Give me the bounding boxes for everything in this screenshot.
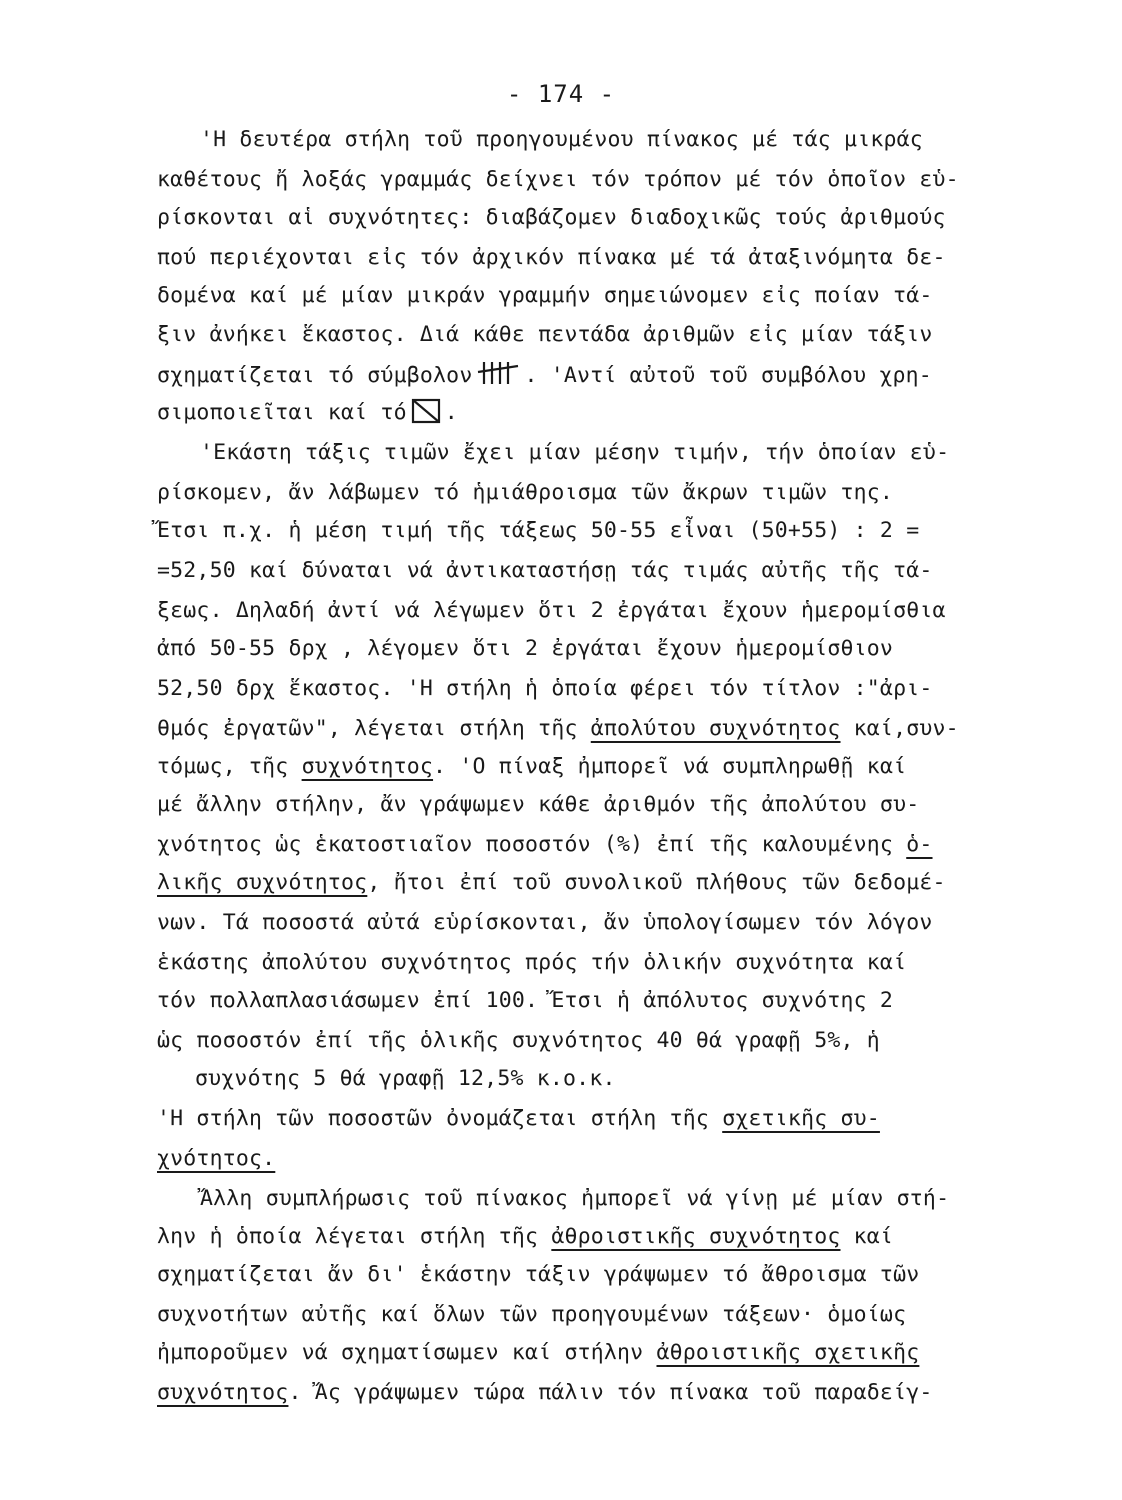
text-line: συχνοτήτων αὐτῆς καί ὅλων τῶν προηγουμένων τάξεων· ὁμοίως (157, 1302, 907, 1327)
text-segment: . 'Ο πίναξ ἠμπορεῖ νά συμπληρωθῇ καί (433, 754, 907, 779)
text-line: τόν πολλαπλασιάσωμεν ἐπί 100. Ἔτσι ἡ ἀπόλυτος συχνότης 2 (157, 988, 894, 1013)
text-line: 'Εκάστη τάξις τιμῶν ἔχει μίαν μέσην τιμήν, τήν ὁποίαν εὑ- (200, 440, 950, 465)
text-line (157, 868, 946, 898)
text-line: σχηματίζεται ἄν δι' ἑκάστην τάξιν γράψωμεν τό ἄθροισμα τῶν (157, 1262, 920, 1287)
text-line: καθέτους ἤ λοξάς γραμμάς δείχνει τόν τρόπον μέ τόν ὁποῖον εὑ- (157, 167, 959, 192)
underlined-term: χνότητος. (157, 1146, 276, 1171)
tally-five-icon (476, 360, 520, 384)
text-line (157, 1144, 275, 1174)
text-line (157, 398, 458, 428)
text-segment: τόμως, τῆς (157, 754, 302, 779)
text-line: 52,50 δρχ ἕκαστος. 'Η στήλη ἡ ὁποία φέρει τόν τίτλον :"ἀρι- (157, 676, 933, 701)
text-line: ἑκάστης ἀπολύτου συχνότητος πρός τήν ὁλικήν συχνότητα καί (157, 950, 907, 975)
text-segment: σιμοποιεῖται καί τό (157, 400, 407, 425)
text-segment: . (444, 400, 458, 425)
underlined-term: συχνότητος (301, 754, 434, 779)
text-line (157, 360, 932, 391)
underlined-term: λικῆς συχνότητος (157, 870, 368, 895)
text-line: μέ ἄλλην στήλην, ἄν γράψωμεν κάθε ἀριθμόν τῆς ἀπολύτου συ- (157, 792, 920, 817)
text-line (157, 1104, 880, 1134)
text-segment: σχηματίζεται τό σύμβολον (157, 363, 473, 388)
text-line: ἀπό 50-55 δρχ , λέγομεν ὅτι 2 ἐργάται ἔχουν ἡμερομίσθιον (157, 636, 894, 661)
text-segment: ἠμποροῦμεν νά σχηματίσωμεν καί στήλην (157, 1340, 657, 1365)
text-line: ξεως. Δηλαδή ἀντί νά λέγωμεν ὅτι 2 ἐργάται ἔχουν ἡμερομίσθια (157, 598, 946, 623)
text-segment: λην ἡ ὁποία λέγεται στήλη τῆς (157, 1224, 552, 1249)
text-segment: χνότητος ὡς ἑκατοστιαῖον ποσοστόν (%) ἐπί τῆς καλουμένης (157, 832, 907, 857)
text-line (157, 1338, 919, 1368)
underlined-term: ἀθροιστικῆς σχετικῆς (656, 1340, 920, 1365)
underlined-term: συχνότητος (157, 1380, 289, 1405)
text-line: Ἄλλη συμπλήρωσις τοῦ πίνακος ἠμπορεῖ νά γίνῃ μέ μίαν στή- (200, 1186, 950, 1211)
text-line (157, 830, 933, 860)
text-segment: . Ἄς γράψωμεν τώρα πάλιν τόν πίνακα τοῦ παραδείγ- (288, 1380, 933, 1405)
text-line (157, 1378, 933, 1408)
text-segment: . 'Αντί αὐτοῦ τοῦ συμβόλου χρη- (524, 363, 932, 388)
text-line: ὡς ποσοστόν ἐπί τῆς ὁλικῆς συχνότητος 40 θά γραφῇ 5%, ἡ (157, 1028, 880, 1053)
text-line: συχνότης 5 θά γραφῇ 12,5% κ.ο.κ. (195, 1066, 616, 1091)
text-line: ρίσκονται αἱ συχνότητες: διαβάζομεν διαδοχικῶς τούς ἀριθμούς (157, 205, 946, 230)
text-line: Ἔτσι π.χ. ἡ μέση τιμή τῆς τάξεως 50-55 εἶναι (50+55) : 2 = (157, 518, 920, 543)
text-segment: καί,συν- (840, 716, 959, 741)
text-line: δομένα καί μέ μίαν μικράν γραμμήν σημειώνομεν εἰς ποίαν τά- (157, 283, 933, 308)
crossed-box-icon (411, 398, 441, 424)
underlined-term: ἀπολύτου συχνότητος (590, 716, 841, 741)
underlined-term: ἀθροιστικῆς συχνότητος (551, 1224, 841, 1249)
text-line (157, 752, 906, 782)
text-line: ξιν ἀνήκει ἕκαστος. Διά κάθε πεντάδα ἀριθμῶν εἰς μίαν τάξιν (157, 322, 933, 347)
text-segment: 'Η στήλη τῶν ποσοστῶν ὀνομάζεται στήλη τῆς (157, 1106, 723, 1131)
text-line: =52,50 καί δύναται νά ἀντικαταστήσῃ τάς τιμάς αὐτῆς τῆς τά- (157, 558, 933, 583)
underlined-term: ὁ- (906, 832, 933, 857)
text-line (157, 1222, 893, 1252)
text-line: νων. Τά ποσοστά αὐτά εὑρίσκονται, ἄν ὑπολογίσωμεν τόν λόγον (157, 910, 933, 935)
text-line (157, 714, 959, 744)
text-segment: θμός ἐργατῶν", λέγεται στήλη τῆς (157, 716, 591, 741)
text-line: πού περιέχονται εἰς τόν ἀρχικόν πίνακα μέ τά ἀταξινόμητα δε- (157, 245, 946, 270)
underlined-term: σχετικῆς συ- (722, 1106, 880, 1131)
text-segment: καί (840, 1224, 894, 1249)
page-number: - 174 - (506, 80, 616, 108)
text-line: 'Η δευτέρα στήλη τοῦ προηγουμένου πίνακος μέ τάς μικράς (200, 127, 923, 152)
text-line: ρίσκομεν, ἄν λάβωμεν τό ἡμιάθροισμα τῶν ἄκρων τιμῶν της. (157, 480, 894, 505)
text-segment: , ἤτοι ἐπί τοῦ συνολικοῦ πλήθους τῶν δεδομέ- (367, 870, 946, 895)
